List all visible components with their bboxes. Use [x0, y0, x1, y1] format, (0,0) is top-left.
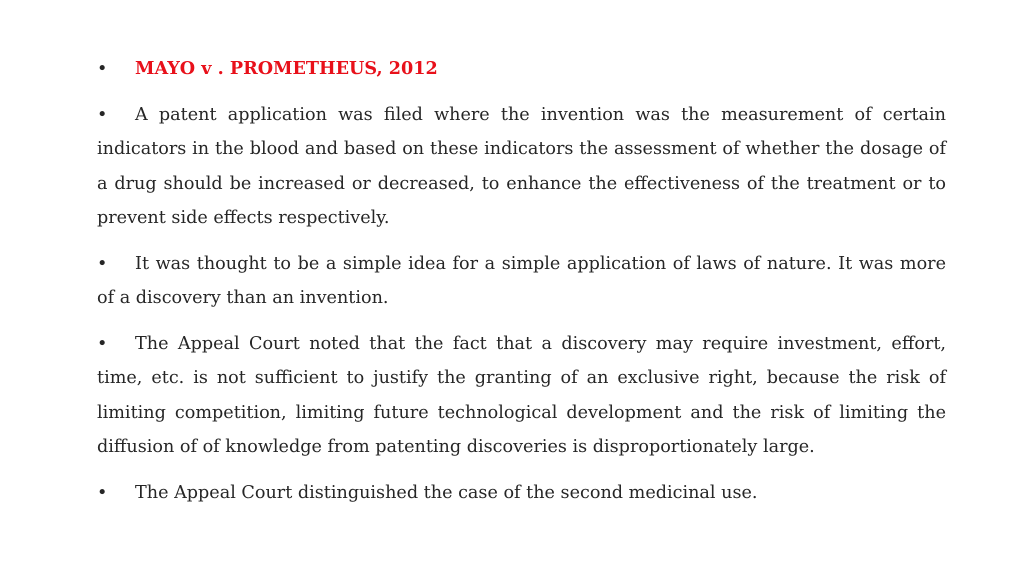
- bullet-text: A patent application was filed where the invention was the measurement of certain indicators in the blood and based on these indicators the assessment of whether the dosage of a drug should be increased or decreased, to enhance the effectiveness of the treatment or to prevent side effects respectively.: [97, 104, 946, 228]
- bullet-marker: •: [97, 482, 108, 503]
- bullet-marker: •: [97, 59, 108, 79]
- bullet-text: It was thought to be a simple idea for a simple application of laws of nature. It was more of a discovery than an invention.: [97, 253, 946, 308]
- slide-content: [97, 52, 946, 521]
- heading-item: [97, 52, 946, 87]
- bullet-item-4: [97, 476, 946, 511]
- bullet-marker: •: [97, 333, 108, 354]
- bullet-item-2: [97, 247, 946, 316]
- bullet-marker: •: [97, 253, 108, 274]
- bullet-item-1: [97, 98, 946, 236]
- bullet-text: The Appeal Court noted that the fact that a discovery may require investment, effort, time, etc. is not sufficient to justify the granting of an exclusive right, because the risk of limiting competition, limiting future technological development and the risk of limiting the diffusion of of knowledge from patenting discoveries is disproportionately large.: [97, 333, 946, 457]
- bullet-marker: •: [97, 104, 108, 125]
- bullet-item-3: [97, 327, 946, 465]
- slide-title: MAYO v . PROMETHEUS, 2012: [135, 58, 438, 79]
- bullet-text: The Appeal Court distinguished the case of the second medicinal use.: [135, 482, 758, 503]
